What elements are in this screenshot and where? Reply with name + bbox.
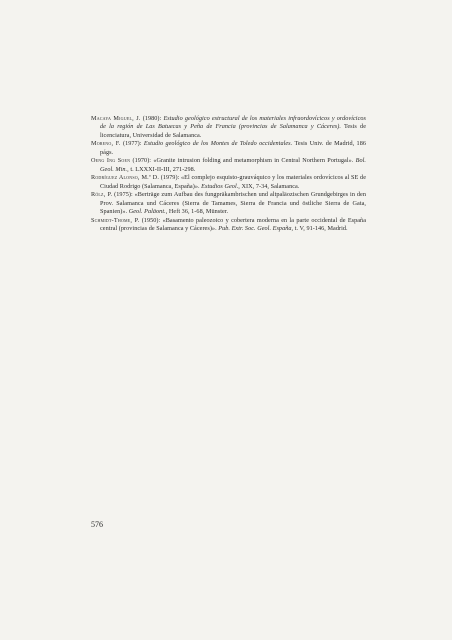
reference-text: (1970): «Granite intrusion folding and metamorphism in Central Northern Portugal».	[130, 157, 356, 165]
reference-author: Moreno, F.	[91, 140, 121, 148]
reference-author: Schmidt-Thome, P.	[91, 216, 140, 224]
reference-entry	[91, 140, 366, 157]
references-list	[91, 115, 366, 234]
reference-title: Estudio geológico estructural de los materiales infraordovícicos y ordovícicos de la región de Las Batuecas y Peña de Francia (provincias de Salamanca y Cáceres).	[100, 115, 366, 131]
reference-text: (1977):	[120, 140, 144, 148]
page-number: 576	[91, 520, 103, 529]
reference-details: Heft 36, 1-68, Münster.	[167, 207, 229, 215]
reference-text: (1980):	[140, 115, 164, 122]
reference-text: (1950): «Basamento paleozoico y cobertera moderna en la parte occidental de España central (provincias de Salamanca y Cáceres)».	[100, 216, 366, 232]
reference-text: (1979): «El complejo esquisto-grauváquico y los materiales ordovícicos al SE de Ciudad Rodrigo (Salamanca, España)».	[100, 174, 366, 190]
reference-author: Oeng Ing Soen	[91, 157, 131, 165]
reference-details: t. LXXXI-II-III, 271-298.	[128, 165, 196, 173]
reference-details: Tesis de licenciatura, Universidad de Salamanca.	[100, 123, 366, 139]
reference-entry	[91, 115, 366, 140]
reference-details: XIX, 7-34, Salamanca.	[239, 182, 300, 190]
reference-entry	[91, 191, 366, 216]
reference-title: Estudios Geol.,	[201, 182, 240, 190]
reference-details: Tesis Univ. de Madrid, 186 págs.	[100, 140, 366, 156]
reference-entry	[91, 157, 366, 174]
reference-title: Estudio geológico de los Montes de Toledo occidentales.	[143, 140, 293, 148]
reference-title: Pub. Extr. Soc. Geol. España,	[218, 224, 294, 232]
reference-details: t. V, 91-146, Madrid.	[293, 224, 348, 232]
reference-author: Rodríguez Alonso, M.ª D.	[91, 174, 160, 182]
reference-author: Macaya Miguel, J.	[91, 115, 141, 122]
reference-title: Bol. Geol. Min.,	[100, 157, 366, 173]
reference-entry	[91, 174, 366, 191]
reference-text: (1975): «Berträge zum Aufbau des fungpräkambrischen und altpaläozischen Grundgebirges in den Prov. Salamanca und Cáceres (Sierra de Tamames, Sierra de Francia und östliche Sierra de Gata, Spanien)».	[100, 191, 366, 215]
reference-author: Rölz, P.	[91, 191, 113, 199]
reference-title: Geol. Paläont.,	[128, 207, 168, 215]
reference-entry	[91, 217, 366, 234]
